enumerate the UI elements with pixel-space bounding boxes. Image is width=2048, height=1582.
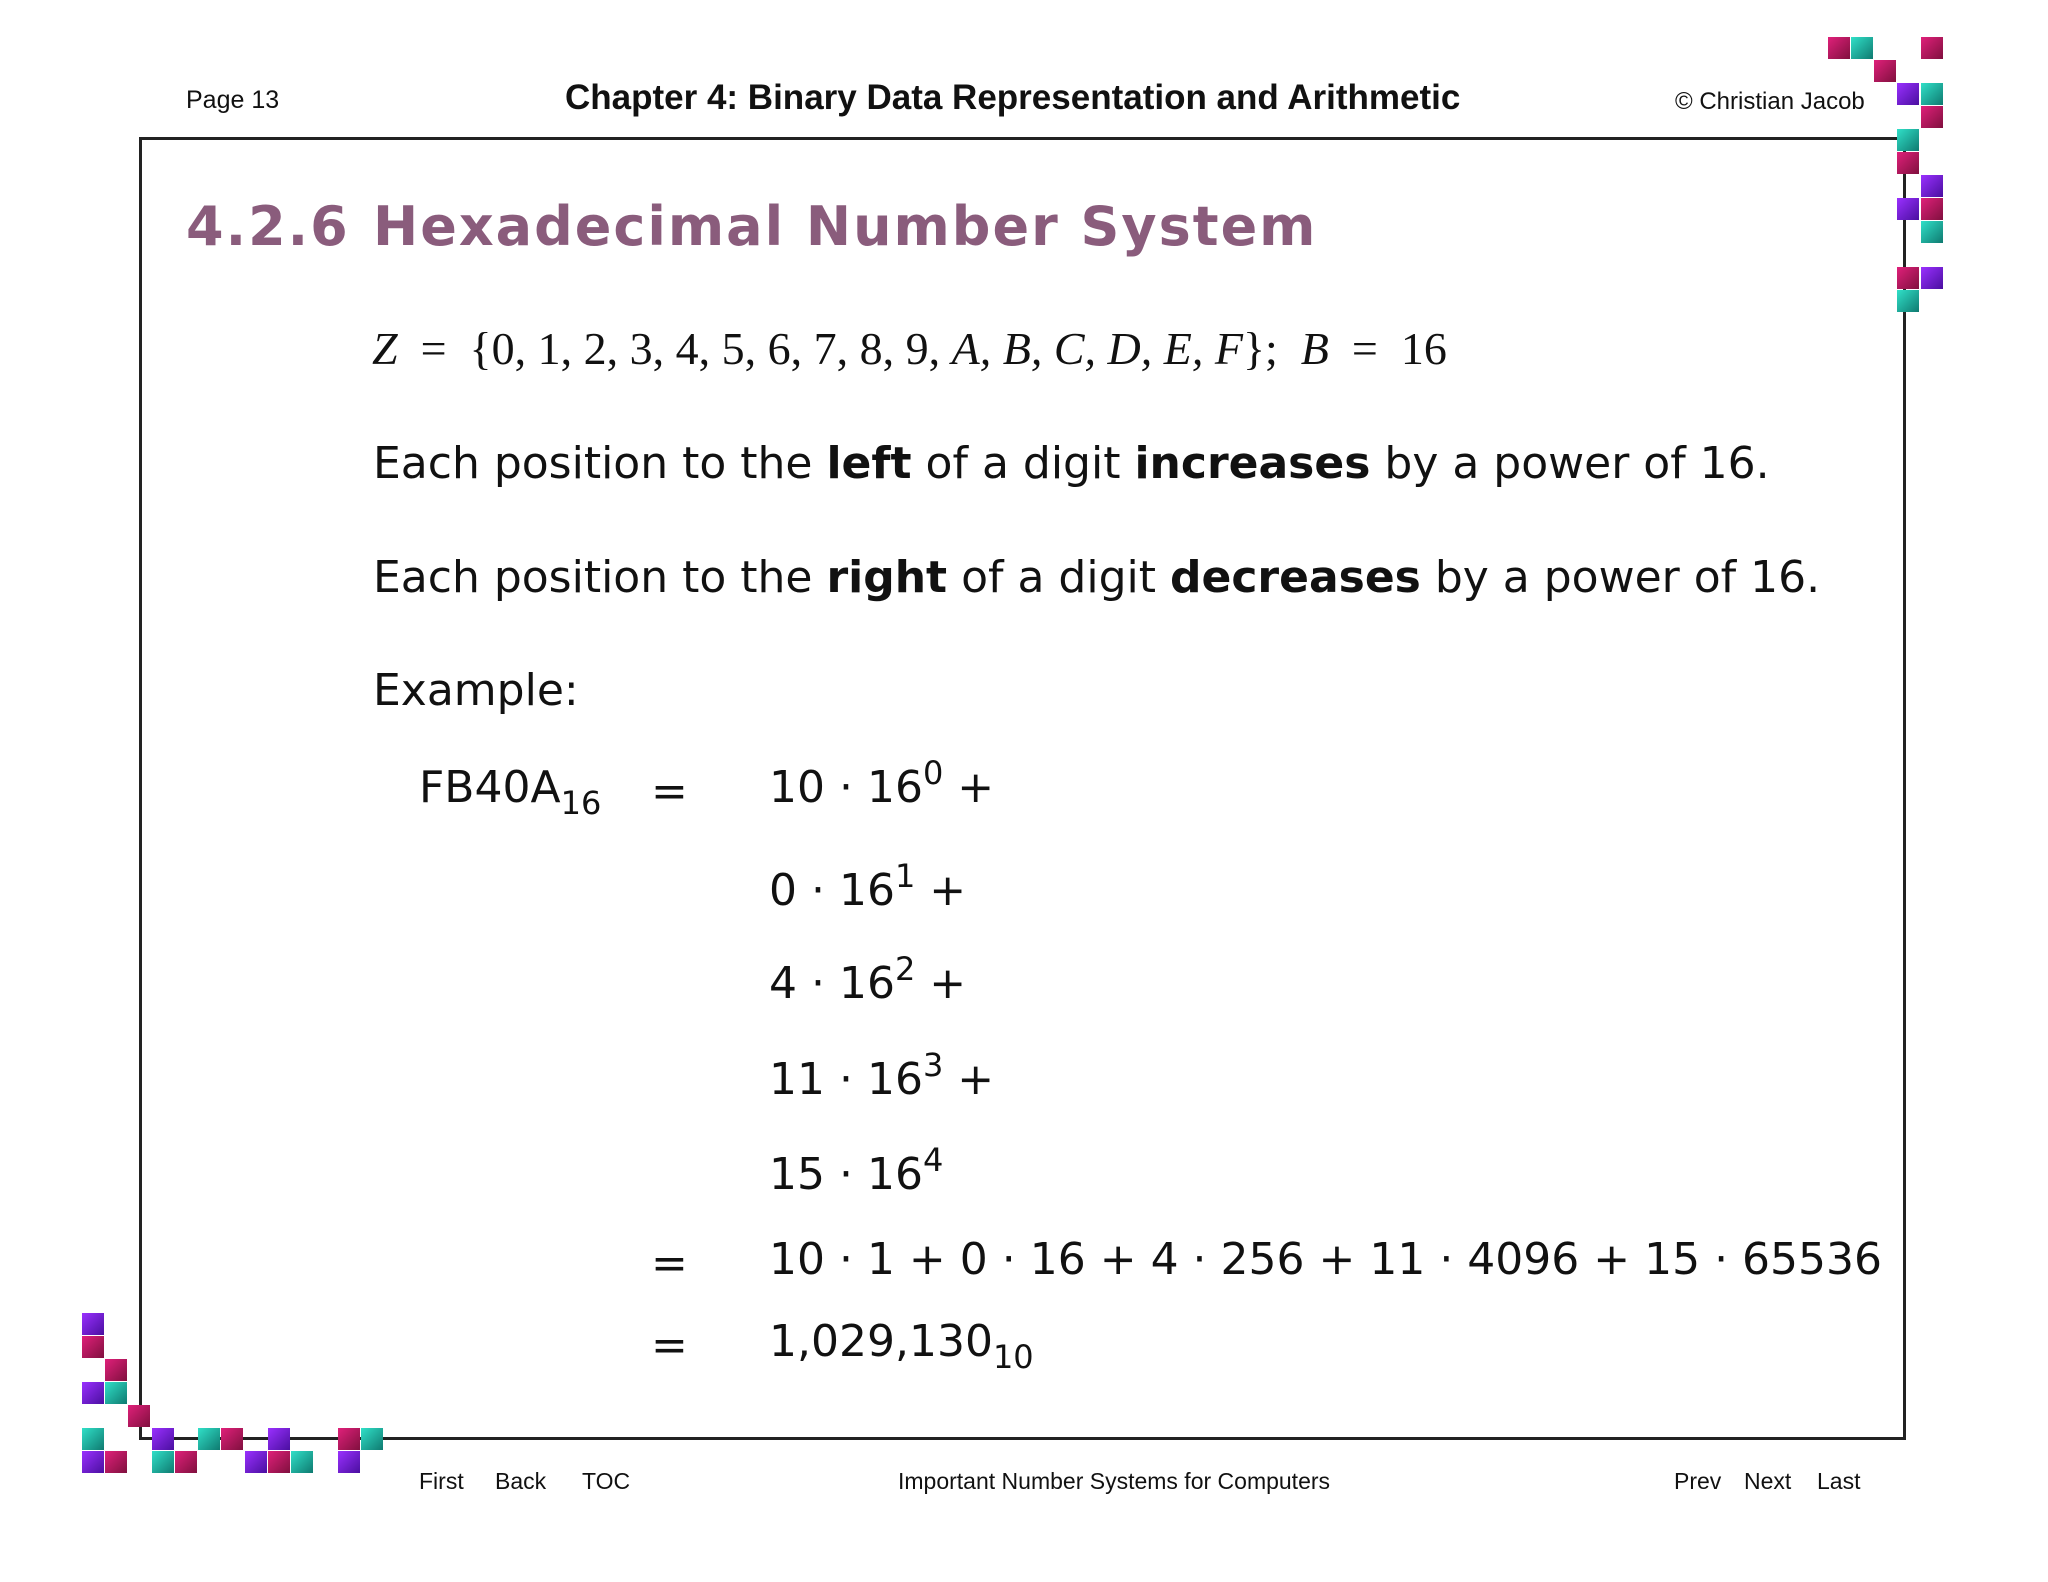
term-row: $0 \cdot 16^1$ + [769,857,967,916]
nav-back-link[interactable]: Back [495,1468,547,1494]
equals-sign: = [651,1320,688,1371]
term-row: $10 \cdot 16^0$ + [769,754,995,813]
example-lhs: $FB40A_{16}$ [419,762,602,822]
nav-prev-link[interactable]: Prev [1674,1468,1722,1494]
nav-last-link[interactable]: Last [1817,1468,1861,1494]
term-row: $15 \cdot 16^4$ [769,1141,944,1200]
nav-next-link[interactable]: Next [1744,1468,1792,1494]
nav-first-link[interactable]: First [419,1468,464,1494]
section-title: Hexadecimal Number System [373,195,1318,258]
nav-toc-link[interactable]: TOC [582,1468,631,1494]
decimal-result: $1,029,130_{10}$ [769,1316,1034,1376]
copyright: © Christian Jacob [1675,88,1865,115]
section-number: 4.2.6 [186,195,350,258]
example-label: Example: [373,665,579,716]
term-row: $11 \cdot 16^3$ + [769,1046,995,1105]
right-position-rule: Each position to the right of a digit decreases by a power of 16. [373,552,1821,603]
digit-set-formula: Z = {0, 1, 2, 3, 4, 5, 6, 7, 8, 9, A, B, C, D, E, F}; B = 16 [372,323,1447,374]
page-number: Page 13 [186,86,280,114]
expanded-sum: 10 · 1 + 0 · 16 + 4 · 256 + 11 · 4096 + 15 · 65536 [769,1234,1883,1285]
section-heading [186,195,1317,258]
term-row: $4 \cdot 16^2$ + [769,950,967,1009]
left-position-rule: Each position to the left of a digit increases by a power of 16. [373,438,1770,489]
equals-sign: = [651,1238,688,1289]
equals-sign: = [651,766,688,817]
chapter-title: Chapter 4: Binary Data Representation and Arithmetic [565,78,1461,117]
footer-section-title: Important Number Systems for Computers [898,1468,1331,1494]
